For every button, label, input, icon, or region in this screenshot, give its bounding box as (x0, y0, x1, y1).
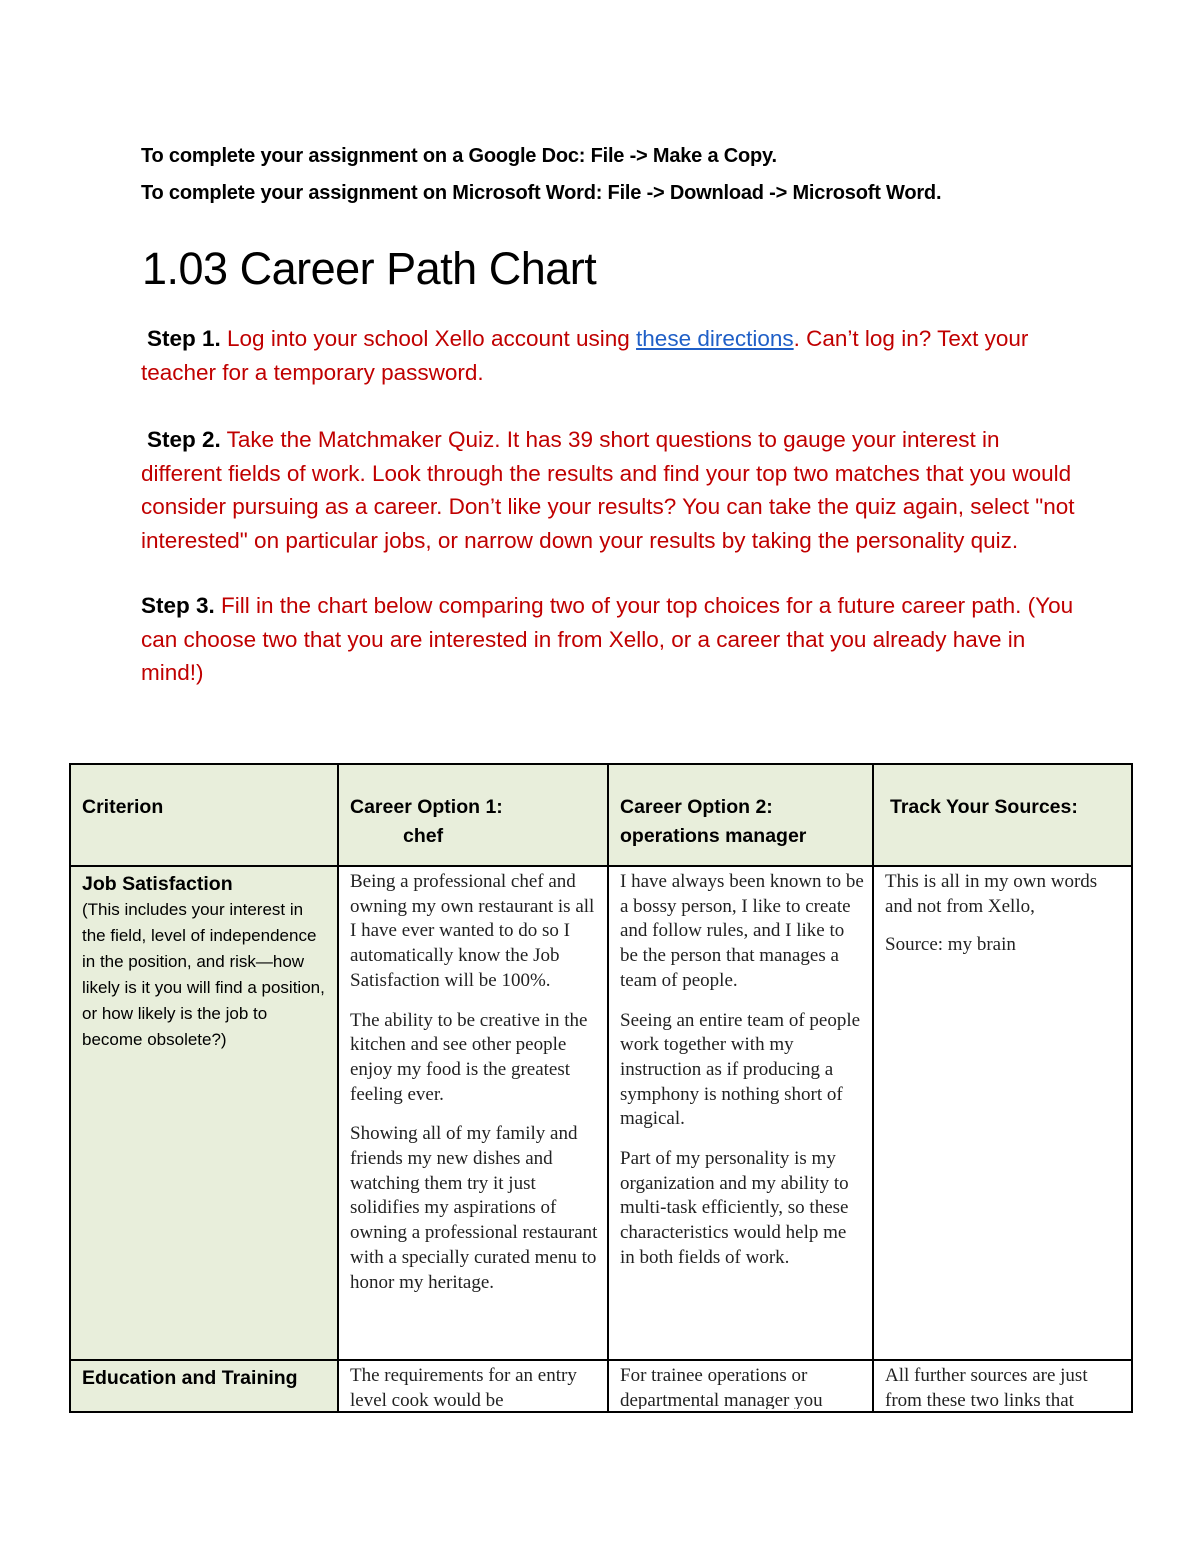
header-option2-value[interactable]: operations manager (620, 825, 807, 847)
header-option1 (339, 765, 607, 851)
step-2-label: Step 2. (147, 427, 221, 452)
table-row (70, 866, 1132, 1360)
header-option1-cell (338, 764, 608, 866)
header-option2-label: Career Option 2: (620, 796, 773, 818)
header-criterion: Criterion (82, 796, 164, 818)
option2-response[interactable] (609, 867, 872, 1271)
option2-response[interactable]: For trainee operations or departmental manager you (620, 1365, 823, 1409)
option2-paragraph: I have always been known to be a bossy person, I like to create and follow rules, and I like to be the person that manages a team of people. (620, 871, 864, 991)
step-1 (141, 322, 1081, 389)
step-1-text-after: . Can’t log in? Text your teacher for a temporary password. (141, 326, 1029, 385)
step-1-label: Step 1. (147, 326, 221, 351)
sources-response[interactable]: All further sources are just from these two links that (885, 1365, 1088, 1409)
option1-paragraph: Being a professional chef and owning my own restaurant is all I have ever wanted to do so I automatically know the Job Satisfaction will be 100%. (350, 871, 595, 991)
criterion-cell (70, 1360, 338, 1412)
header-option2 (609, 765, 872, 851)
steps-section (141, 322, 1081, 690)
page-title: 1.03 Career Path Chart (142, 243, 597, 294)
sources-cell[interactable] (873, 866, 1132, 1360)
table-row (70, 1360, 1132, 1412)
criterion-description: (This includes your interest in the field, level of independence in the position, and risk—how likely is it you will find a position, or how likely is the job to become obsolete?) (82, 900, 325, 1049)
option1-response[interactable]: The requirements for an entry level cook would be (350, 1365, 577, 1409)
criterion-title: Job Satisfaction (82, 873, 233, 895)
step-2-text: Take the Matchmaker Quiz. It has 39 short questions to gauge your interest in different fields of work. Look through the results and find your top two matches that you would consider pursuing as a career. Don’t like your results? You can take the quiz again, select "not interested" on particular jobs, or narrow down your results by taking the personality quiz. (141, 427, 1075, 553)
option2-paragraph: Seeing an entire team of people work together with my instruction as if producing a symphony is nothing short of magical. (620, 1009, 861, 1130)
header-option2-cell (608, 764, 873, 866)
header-sources-cell (873, 764, 1132, 866)
option1-response[interactable] (339, 867, 607, 1295)
option1-paragraph: The ability to be creative in the kitchen and see other people enjoy my food is the greatest feeling ever. (350, 1009, 588, 1105)
step-3-text: Fill in the chart below comparing two of your top choices for a future career path. (You can choose two that you are interested in from Xello, or a career that you already have in mind!) (141, 593, 1074, 685)
criterion-title: Education and Training (82, 1367, 298, 1389)
option2-cell[interactable] (608, 866, 873, 1360)
instruction-microsoft-word: To complete your assignment on Microsoft Word: File -> Download -> Microsoft Word. (141, 182, 942, 204)
option1-cell[interactable] (338, 1360, 608, 1412)
header-criterion-cell (70, 764, 338, 866)
sources-paragraph: This is all in my own words and not from Xello, (885, 871, 1098, 917)
step-2 (141, 423, 1081, 557)
step-3 (141, 589, 1081, 690)
step-1-text-before: Log into your school Xello account using (220, 326, 637, 351)
header-option1-label: Career Option 1: (350, 796, 503, 818)
header-option1-value[interactable]: chef (403, 825, 444, 847)
directions-link[interactable]: these directions (636, 326, 794, 351)
career-path-table (69, 763, 1133, 1413)
option1-paragraph: Showing all of my family and friends my new dishes and watching them try it just solidifies my aspirations of owning a professional restaurant with a specially curated menu to honor my heritage. (350, 1123, 598, 1293)
header-sources: Track Your Sources: (890, 796, 1078, 818)
step-3-label: Step 3. (141, 593, 215, 618)
table-header-row (70, 764, 1132, 866)
criterion-cell (70, 866, 338, 1360)
sources-response[interactable] (874, 867, 1131, 958)
sources-paragraph: Source: my brain (885, 934, 1016, 956)
option1-cell[interactable] (338, 866, 608, 1360)
sources-cell[interactable] (873, 1360, 1132, 1412)
instruction-google-doc: To complete your assignment on a Google Doc: File -> Make a Copy. (141, 145, 777, 167)
option2-cell[interactable] (608, 1360, 873, 1412)
option2-paragraph: Part of my personality is my organization and my ability to multi-task efficiently, so these characteristics would help me in both fields of work. (620, 1148, 849, 1268)
